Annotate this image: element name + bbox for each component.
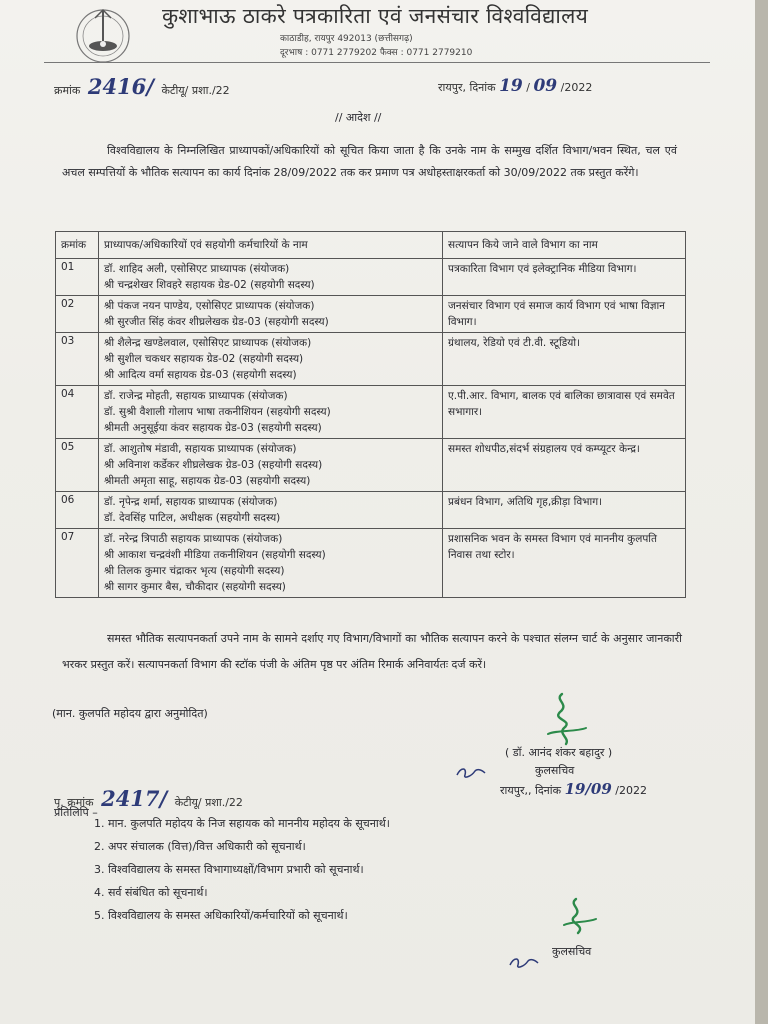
list-item: 4. सर्व संबंधित को सूचनार्थ। [108,881,390,904]
member-name: श्री सुरजीत सिंह कंवर शीघ्रलेखक ग्रेड-03 (सहयोगी सदस्य) [104,316,329,328]
member-name: श्रीमती अनुसूईया कंवर सहायक ग्रेड-03 (सहयोगी सदस्य) [104,422,322,434]
row-serial: 01 [56,259,99,296]
initial-mark-2 [508,955,542,971]
member-name: श्री सुशील चकधर सहायक ग्रेड-02 (सहयोगी सदस्य) [104,353,304,365]
table-row [56,529,686,598]
issue-date-month: 09 [533,76,558,96]
closing-paragraph: समस्त भौतिक सत्यापनकर्ता उपने नाम के सामने दर्शाए गए विभाग/विभागों का भौतिक सत्यापन करने के पश्चात संलग्न चार्ट के अनुसार जानकारी भरकर प्रस्तुत करें। सत्यापनकर्ता विभाग की स्टॉक पंजी के अंतिम पृष्ठ पर अंतिम रिमार्क अनिवार्यतः दर्ज करें। [62,632,682,671]
issue-date-day: 19 [499,76,523,96]
member-name: श्री चन्द्रशेखर शिवहरे सहायक ग्रेड-02 (सहयोगी सदस्य) [104,279,315,291]
row-serial: 04 [56,386,99,439]
endorsement-handwritten-number: 2417/ [101,786,168,811]
member-name: श्री सागर कुमार बैस, चौकीदार (सहयोगी सदस्य) [104,581,286,593]
reference-handwritten-number: 2416/ [87,74,154,99]
registrar-designation: कुलसचिव [552,945,592,958]
member-name: डॉ. आशुतोष मंडावी, सहायक प्राध्यापक (संयोजक) [104,443,297,455]
university-logo [68,4,138,64]
order-title: // आदेश // [335,111,382,124]
table-row [56,492,686,529]
table-row [56,333,686,386]
row-department: पत्रकारिता विभाग एवं इलेक्ट्रानिक मीडिया विभाग। [443,259,686,296]
row-serial: 03 [56,333,99,386]
copy-list [68,812,390,927]
copy-to-label: प्रतिलिपि – [54,806,98,819]
table-row [56,386,686,439]
issue-date: रायपुर, दिनांक 19 / 09 /2022 [438,76,593,96]
endorsement-label: पृ. क्रमांक [54,796,94,809]
row-members [99,296,443,333]
table-header-row [56,232,686,259]
page-edge-background [755,0,768,1024]
header-divider [44,62,710,63]
verification-table [55,231,686,598]
header-department: सत्यापन किये जाने वाले विभाग का नाम [443,232,686,259]
university-name: कुशाभाऊ ठाकरे पत्रकारिता एवं जनसंचार विश्वविद्यालय [162,4,589,28]
member-name: डॉ. राजेन्द्र मोहती, सहायक प्राध्यापक (संयोजक) [104,390,288,402]
table-row [56,439,686,492]
registrar-signature-2 [558,895,598,940]
signature-date-year: /2022 [615,784,647,797]
issue-date-year: /2022 [560,81,593,94]
signature-date-label: रायपुर,, दिनांक [500,784,562,797]
member-name: श्री पंकज नयन पाण्डेय, एसोसिएट प्राध्यापक (संयोजक) [104,300,315,312]
issue-date-label: रायपुर, दिनांक [438,81,496,94]
table-row [56,259,686,296]
list-item: 3. विश्वविद्यालय के समस्त विभागाध्यक्षों/विभाग प्रभारी को सूचनार्थ। [108,858,390,881]
signature-date [500,780,647,798]
list-item: 1. मान. कुलपति महोदय के निज सहायक को माननीय महोदय के सूचनार्थ। [108,812,390,835]
fax-number: : 0771 2779210 [400,48,473,58]
university-address: काठाडीह, रायपुर 492013 (छत्तीसगढ़) [280,34,413,44]
row-department: ग्रंथालय, रेडियो एवं टी.वी. स्टूडियो। [443,333,686,386]
row-department: ए.पी.आर. विभाग, बालक एवं बालिका छात्रावास एवं समवेत सभागार। [443,386,686,439]
row-serial: 02 [56,296,99,333]
member-name: श्री आकाश चन्द्रवंशी मीडिया तकनीशियन (सहयोगी सदस्य) [104,549,326,561]
registrar-signature [540,690,590,752]
row-serial: 07 [56,529,99,598]
endorsement-suffix: केटीयू/ प्रशा./22 [174,796,243,809]
row-serial: 05 [56,439,99,492]
fax-label: फैक्स [379,48,398,58]
approval-note: (मान. कुलपति महोदय द्वारा अनुमोदित) [52,707,208,720]
row-members [99,333,443,386]
table-row [56,296,686,333]
row-serial: 06 [56,492,99,529]
reference-number [54,74,230,99]
member-name: डॉ. नरेन्द्र त्रिपाठी सहायक प्राध्यापक (संयोजक) [104,533,283,545]
signatory-designation: कुलसचिव [535,764,575,777]
member-name: श्री तिलक कुमार चंद्राकर भृत्य (सहयोगी सदस्य) [104,565,285,577]
row-department: प्रबंधन विभाग, अतिथि गृह,क्रीड़ा विभाग। [443,492,686,529]
phone-number: : 0771 2779202 [305,48,377,58]
member-name: श्री अविनाश कर्डेकर शीघ्रलेखक ग्रेड-03 (सहयोगी सदस्य) [104,459,323,471]
row-department: समस्त शोधपीठ,संदर्भ संग्रहालय एवं कम्प्यूटर केन्द्र। [443,439,686,492]
row-members [99,492,443,529]
reference-suffix: केटीयू/ प्रशा./22 [161,84,230,97]
row-department: प्रशासनिक भवन के समस्त विभाग एवं माननीय कुलपति निवास तथा स्टोर। [443,529,686,598]
list-item: 2. अपर संचालक (वित्त)/वित्त अधिकारी को सूचनार्थ। [108,835,390,858]
initial-mark [455,765,489,781]
member-name: डॉ. नृपेन्द्र शर्मा, सहायक प्राध्यापक (संयोजक) [104,496,278,508]
row-members [99,529,443,598]
intro-paragraph: विश्वविद्यालय के निम्नलिखित प्राध्यापकों/अधिकारियों को सूचित किया जाता है कि उनके नाम के सम्मुख दर्शित विभाग/भवन स्थित, चल एवं अचल सम्पत्तियों के भौतिक सत्यापन का कार्य दिनांक 28/09/2022 तक कर प्रमाण पत्र अधोहस्ताक्षरकर्ता को 30/09/2022 तक प्रस्तुत करेंगे। [62,144,677,179]
signature-date-handwritten: 19/09 [564,780,612,798]
reference-label: क्रमांक [54,84,81,97]
member-name: डॉ. सुश्री वैशाली गोलाप भाषा तकनीशियन (सहयोगी सदस्य) [104,406,331,418]
row-members [99,386,443,439]
row-department: जनसंचार विभाग एवं समाज कार्य विभाग एवं भाषा विज्ञान विभाग। [443,296,686,333]
row-members [99,439,443,492]
row-members [99,259,443,296]
member-name: श्री शैलेन्द्र खण्डेलवाल, एसोसिएट प्राध्यापक (संयोजक) [104,337,312,349]
member-name: श्री आदित्य वर्मा सहायक ग्रेड-03 (सहयोगी सदस्य) [104,369,297,381]
member-name: डॉ. शाहिद अली, एसोसिएट प्राध्यापक (संयोजक) [104,263,290,275]
member-name: डॉ. देवसिंह पाटिल, अधीक्षक (सहयोगी सदस्य) [104,512,281,524]
header-serial: क्रमांक [56,232,99,259]
member-name: श्रीमती अमृता साहू, सहायक ग्रेड-03 (सहयोगी सदस्य) [104,475,311,487]
list-item: 5. विश्वविद्यालय के समस्त अधिकारियों/कर्मचारियों को सूचनार्थ। [108,904,390,927]
header-names: प्राध्यापक/अधिकारियों एवं सहयोगी कर्मचारियों के नाम [99,232,443,259]
phone-label: दूरभाष [280,48,303,58]
university-contact [280,45,472,58]
signatory-name: ( डॉ. आनंद शंकर बहादुर ) [505,746,613,759]
